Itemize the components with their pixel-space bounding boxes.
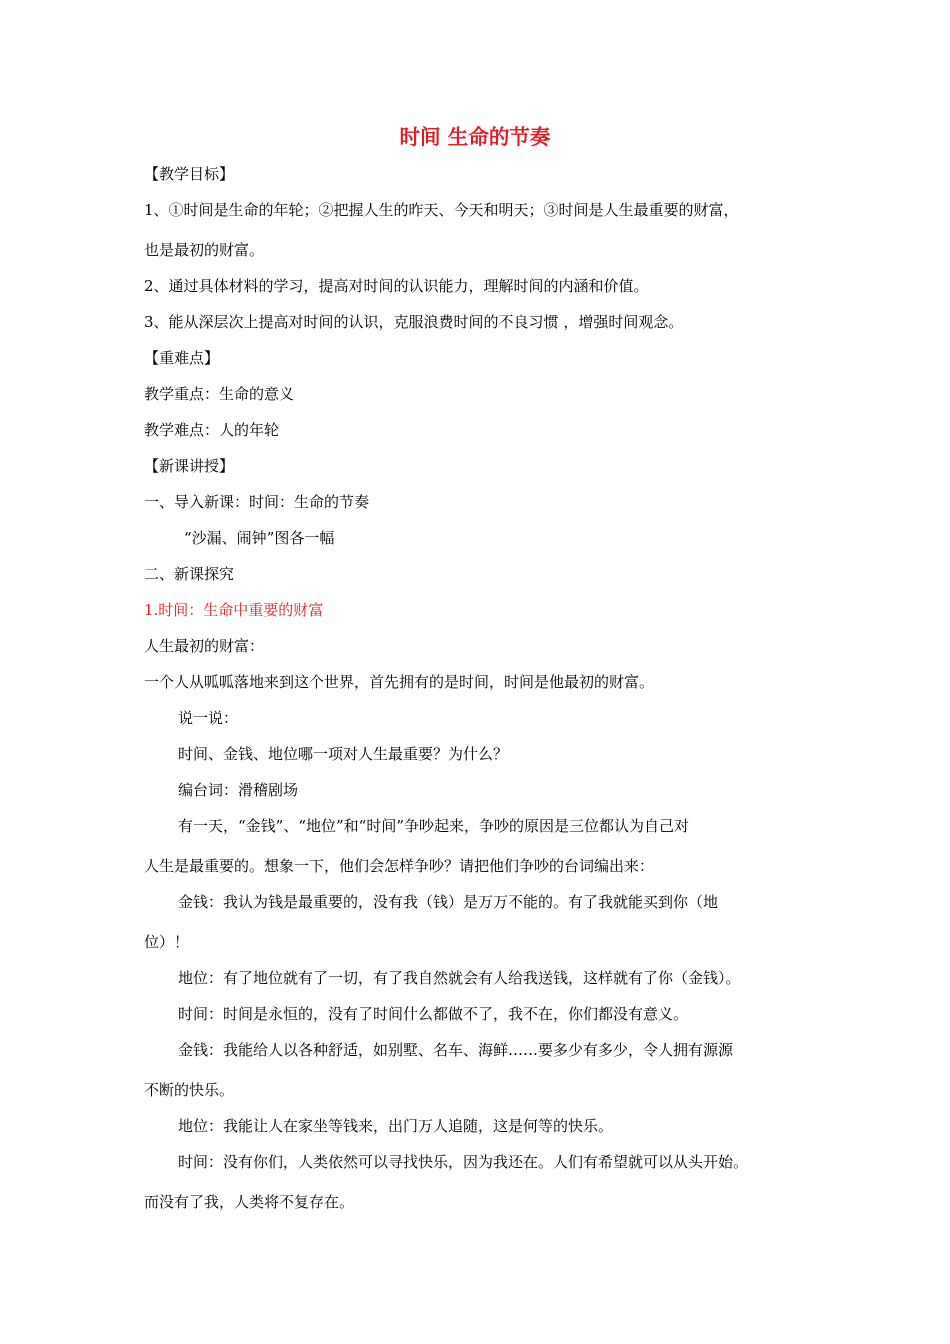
section-heading-new-lesson: 【新课讲授】 — [144, 457, 235, 475]
paragraph-line: 有一天，“金钱”、“地位”和“时间”争吵起来，争吵的原因是三位都认为自己对 — [178, 817, 690, 835]
paragraph-line: 而没有了我，人类将不复存在。 — [144, 1193, 355, 1211]
subsection-heading: 1.时间：生命中重要的财富 — [144, 601, 324, 619]
paragraph-line: 人生是最重要的。想象一下，他们会怎样争吵？请把他们争吵的台词编出来： — [144, 857, 655, 875]
paragraph-line: 教学难点：人的年轮 — [144, 421, 280, 439]
paragraph-line: 人生最初的财富： — [144, 637, 265, 655]
paragraph-line: 金钱：我能给人以各种舒适，如别墅、名车、海鲜……要多少有多少，令人拥有源源 — [178, 1041, 734, 1059]
section-heading-objectives: 【教学目标】 — [144, 165, 235, 183]
paragraph-line: 不断的快乐。 — [144, 1081, 235, 1099]
document-title: 时间 生命的节奏 — [399, 125, 551, 149]
paragraph-line: 地位：我能让人在家坐等钱来，出门万人追随，这是何等的快乐。 — [178, 1117, 614, 1135]
section-heading-key-points: 【重难点】 — [144, 349, 220, 367]
paragraph-line: 时间：没有你们，人类依然可以寻找快乐，因为我还在。人们有希望就可以从头开始。 — [178, 1153, 749, 1171]
paragraph-line: 教学重点：生命的意义 — [144, 385, 295, 403]
paragraph-line: “沙漏、闹钟”图各一幅 — [184, 529, 335, 547]
paragraph-line: 时间、金钱、地位哪一项对人生最重要？为什么？ — [178, 745, 509, 763]
paragraph-line: 也是最初的财富。 — [144, 241, 265, 259]
paragraph-line: 金钱：我认为钱是最重要的，没有我（钱）是万万不能的。有了我就能买到你（地 — [178, 893, 719, 911]
paragraph-line: 说一说： — [178, 709, 239, 727]
paragraph-line: 一、导入新课：时间：生命的节奏 — [144, 493, 370, 511]
paragraph-line: 3、能从深层次上提高对时间的认识，克服浪费时间的不良习惯 ，增强时间观念。 — [144, 313, 684, 331]
paragraph-line: 二、新课探究 — [144, 565, 235, 583]
paragraph-line: 2、通过具体材料的学习，提高对时间的认识能力，理解时间的内涵和价值。 — [144, 277, 649, 295]
paragraph-line: 编台词：滑稽剧场 — [178, 781, 299, 799]
paragraph-line: 1、①时间是生命的年轮；②把握人生的昨天、今天和明天；③时间是人生最重要的财富， — [144, 201, 739, 219]
paragraph-line: 地位：有了地位就有了一切，有了我自然就会有人给我送钱，这样就有了你（金钱）。 — [178, 969, 741, 987]
paragraph-line: 一个人从呱呱落地来到这个世界，首先拥有的是时间，时间是他最初的财富。 — [144, 673, 655, 691]
paragraph-line: 时间：时间是永恒的，没有了时间什么都做不了，我不在，你们都没有意义。 — [178, 1005, 689, 1023]
paragraph-line: 位）！ — [144, 933, 190, 951]
